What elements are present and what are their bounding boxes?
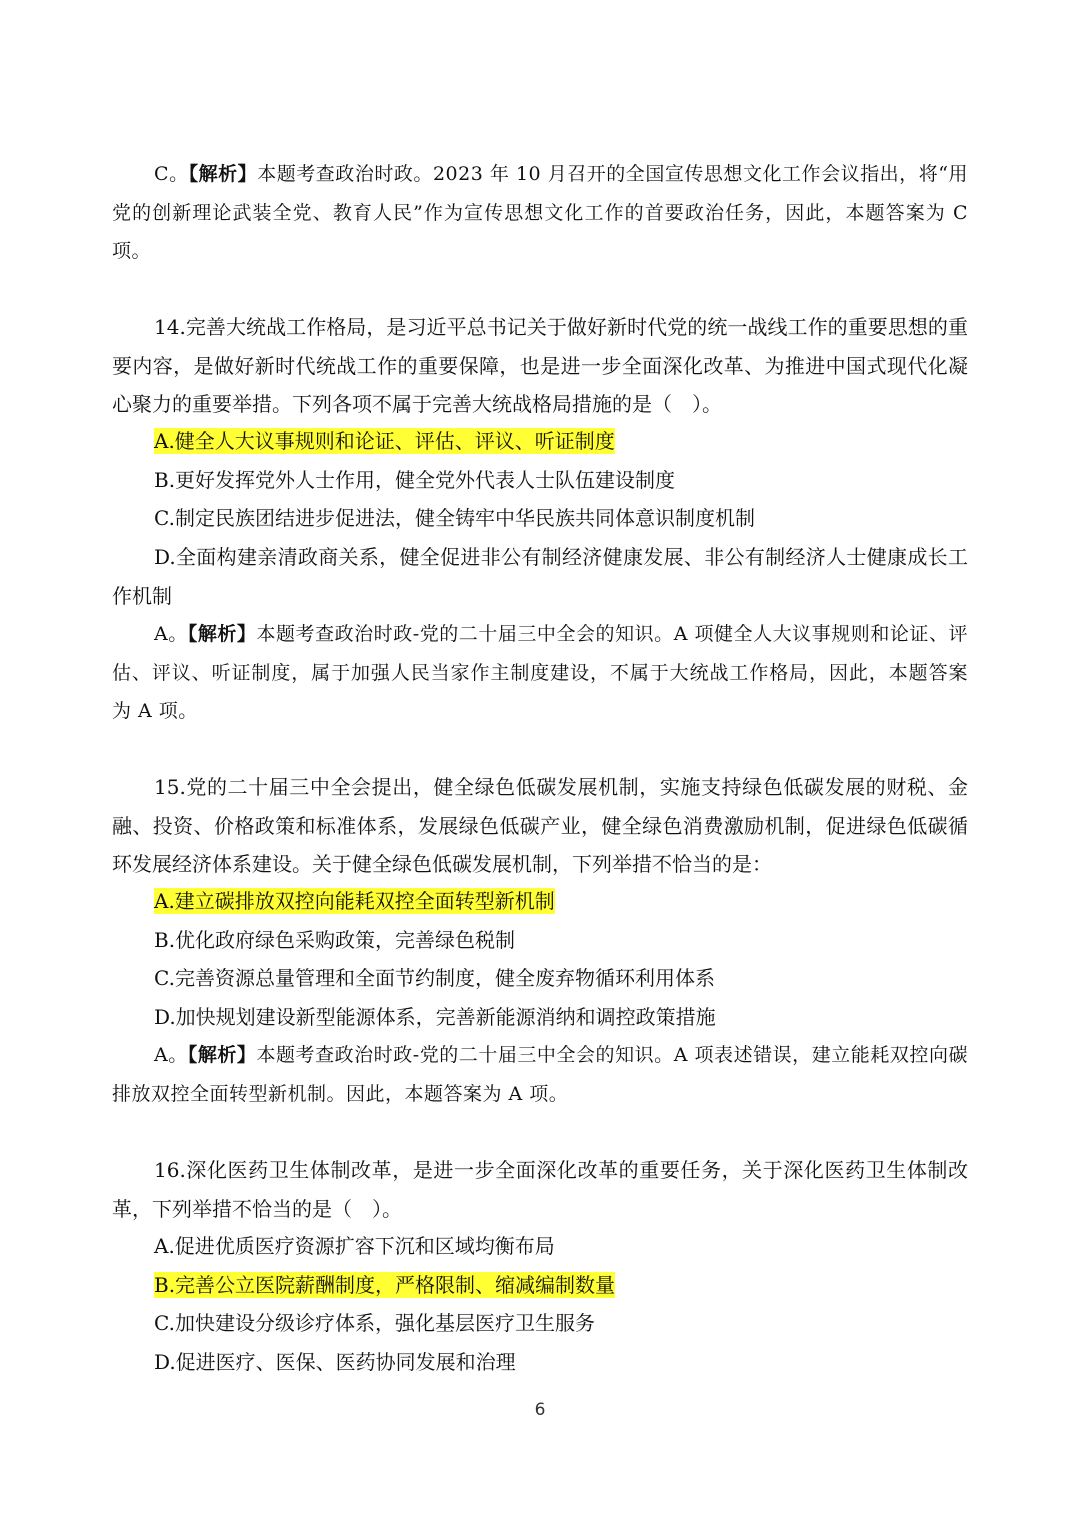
q15-option-b: B.优化政府绿色采购政策，完善绿色税制 [154,928,516,952]
analysis-tag: 【解析】 [187,623,257,645]
highlighted-text: A.建立碳排放双控向能耗双控全面转型新机制 [154,889,555,913]
q16-stem: 16.深化医药卫生体制改革，是进一步全面深化改革的重要任务，关于深化医药卫生体制改革，下列举措不恰当的是（ ）。 [112,1158,968,1221]
q14-option-c: C.制定民族团结进步促进法，健全铸牢中华民族共同体意识制度机制 [154,506,755,530]
q16-option-c: C.加快建设分级诊疗体系，强化基层医疗卫生服务 [154,1311,595,1335]
answer-letter: A。 [154,623,188,645]
q16-option-a: A.促进优质医疗资源扩容下沉和区域均衡布局 [154,1234,555,1258]
q14-stem: 14.完善大统战工作格局，是习近平总书记关于做好新时代党的统一战线工作的重要思想的重要内容，是做好新时代统战工作的重要保障，也是进一步全面深化改革、为推进中国式现代化凝心聚力的重要举措。下列各项不属于完善大统战格局措施的是（ ）。 [112,315,968,416]
analysis-tag: 【解析】 [188,163,258,185]
q14-option-b: B.更好发挥党外人士作用，健全党外代表人士队伍建设制度 [154,468,676,492]
highlighted-text: A.健全人大议事规则和论证、评估、评议、听证制度 [154,429,615,453]
q14-option-d: D.全面构建亲清政商关系，健全促进非公有制经济健康发展、非公有制经济人士健康成长工作机制 [112,545,968,608]
q14-option-a [154,422,615,461]
q15-answer-paragraph [112,1036,968,1113]
q15-option-a [154,882,555,921]
answer-text: 本题考查政治时政-党的二十届三中全会的知识。A 项健全人大议事规则和论证、评估、评议、听证制度，属于加强人民当家作主制度建设，不属于大统战工作格局，因此，本题答案为 A 项。 [112,623,968,722]
prev-answer-paragraph [112,155,968,271]
answer-letter: C。 [154,163,189,185]
highlighted-text: B.完善公立医院薪酬制度，严格限制、缩减编制数量 [154,1273,616,1297]
q15-stem: 15.党的二十届三中全会提出，健全绿色低碳发展机制，实施支持绿色低碳发展的财税、金融、投资、价格政策和标准体系，发展绿色低碳产业，健全绿色消费激励机制，促进绿色低碳循环发展经济体系建设。关于健全绿色低碳发展机制，下列举措不恰当的是： [112,775,968,876]
page-number: 6 [534,1400,546,1420]
q15-option-d: D.加快规划建设新型能源体系，完善新能源消纳和调控政策措施 [154,1005,716,1029]
q14-answer-paragraph [112,615,968,731]
q16-option-d: D.促进医疗、医保、医药协同发展和治理 [154,1350,516,1374]
analysis-tag: 【解析】 [187,1044,257,1066]
q15-option-c: C.完善资源总量管理和全面节约制度，健全废弃物循环利用体系 [154,966,715,990]
answer-text: 本题考查政治时政。2023 年 10 月召开的全国宣传思想文化工作会议指出，将“用党的创新理论武装全党、教育人民”作为宣传思想文化工作的首要政治任务，因此，本题答案为 C 项。 [112,163,968,262]
answer-text: 本题考查政治时政-党的二十届三中全会的知识。A 项表述错误，建立能耗双控向碳排放双控全面转型新机制。因此，本题答案为 A 项。 [112,1044,968,1105]
q16-option-b [154,1266,615,1305]
answer-letter: A。 [154,1044,188,1066]
